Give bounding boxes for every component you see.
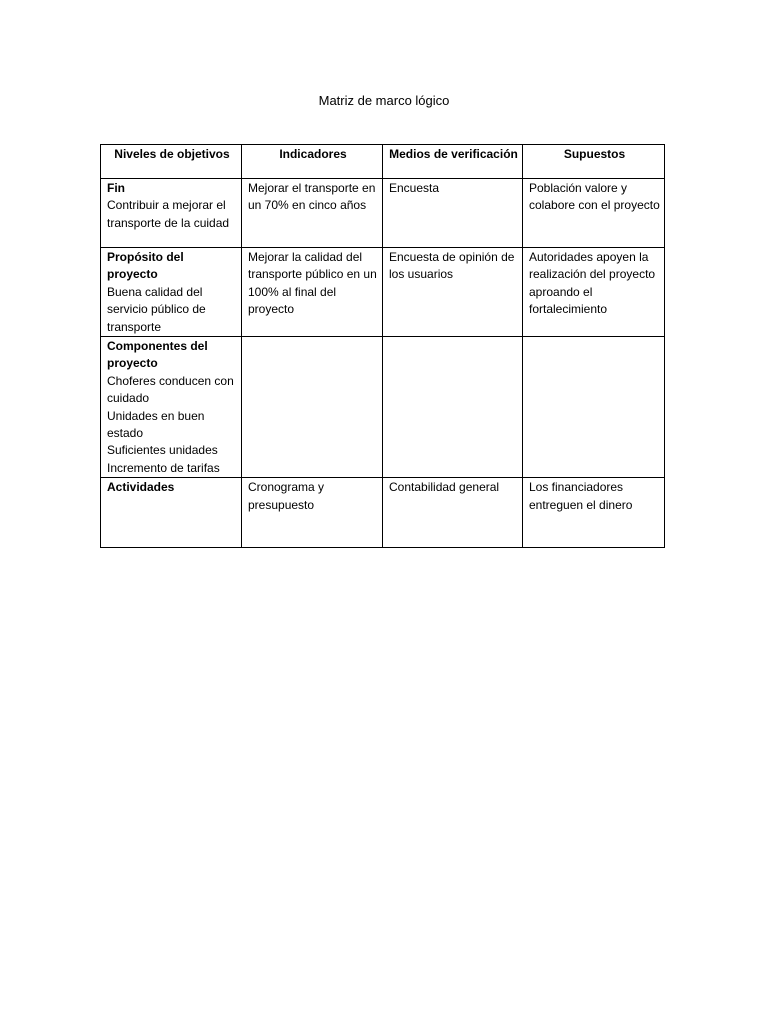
component-item: Unidades en buen estado: [107, 408, 205, 441]
level-name: Componentes del proyecto: [107, 339, 208, 371]
cell-verification: Encuesta: [383, 179, 523, 248]
table-row-fin: [101, 179, 665, 248]
level-name: Propósito del proyecto: [107, 250, 184, 282]
cell-assumption: Población valore y colabore con el proyecto: [523, 179, 665, 248]
level-description: Contribuir a mejorar el transporte de la cuidad: [107, 198, 230, 230]
component-item: Incremento de tarifas: [107, 460, 220, 475]
table-row-actividades: [101, 478, 665, 548]
cell-objective-level: [101, 179, 242, 248]
table-row-componentes: [101, 337, 665, 478]
cell-indicator: Mejorar la calidad del transporte público en un 100% al final del proyecto: [242, 248, 383, 337]
cell-objective-level: [101, 478, 242, 548]
cell-objective-level: [101, 248, 242, 337]
header-assumptions: Supuestos: [523, 145, 665, 179]
level-name: Fin: [107, 181, 125, 195]
cell-indicator: Mejorar el transporte en un 70% en cinco años: [242, 179, 383, 248]
header-indicators: Indicadores: [242, 145, 383, 179]
cell-objective-level: [101, 337, 242, 478]
level-description: Buena calidad del servicio público de transporte: [107, 284, 206, 334]
cell-verification: [383, 337, 523, 478]
cell-assumption: [523, 337, 665, 478]
cell-indicator: Cronograma y presupuesto: [242, 478, 383, 548]
table-header-row: [101, 145, 665, 179]
cell-assumption: Los financiadores entreguen el dinero: [523, 478, 665, 548]
cell-verification: Encuesta de opinión de los usuarios: [383, 248, 523, 337]
component-item: Choferes conducen con cuidado: [107, 373, 234, 406]
component-item: Suficientes unidades: [107, 443, 218, 458]
logical-framework-table: [100, 144, 665, 548]
cell-assumption: Autoridades apoyen la realización del proyecto aproando el fortalecimiento: [523, 248, 665, 337]
document-title: Matriz de marco lógico: [318, 93, 450, 108]
level-name: Actividades: [107, 480, 175, 495]
cell-verification: Contabilidad general: [383, 478, 523, 548]
table-row-proposito: [101, 248, 665, 337]
cell-indicator: [242, 337, 383, 478]
header-objective-levels: Niveles de objetivos: [101, 145, 242, 179]
header-verification-means: Medios de verificación: [383, 145, 523, 179]
